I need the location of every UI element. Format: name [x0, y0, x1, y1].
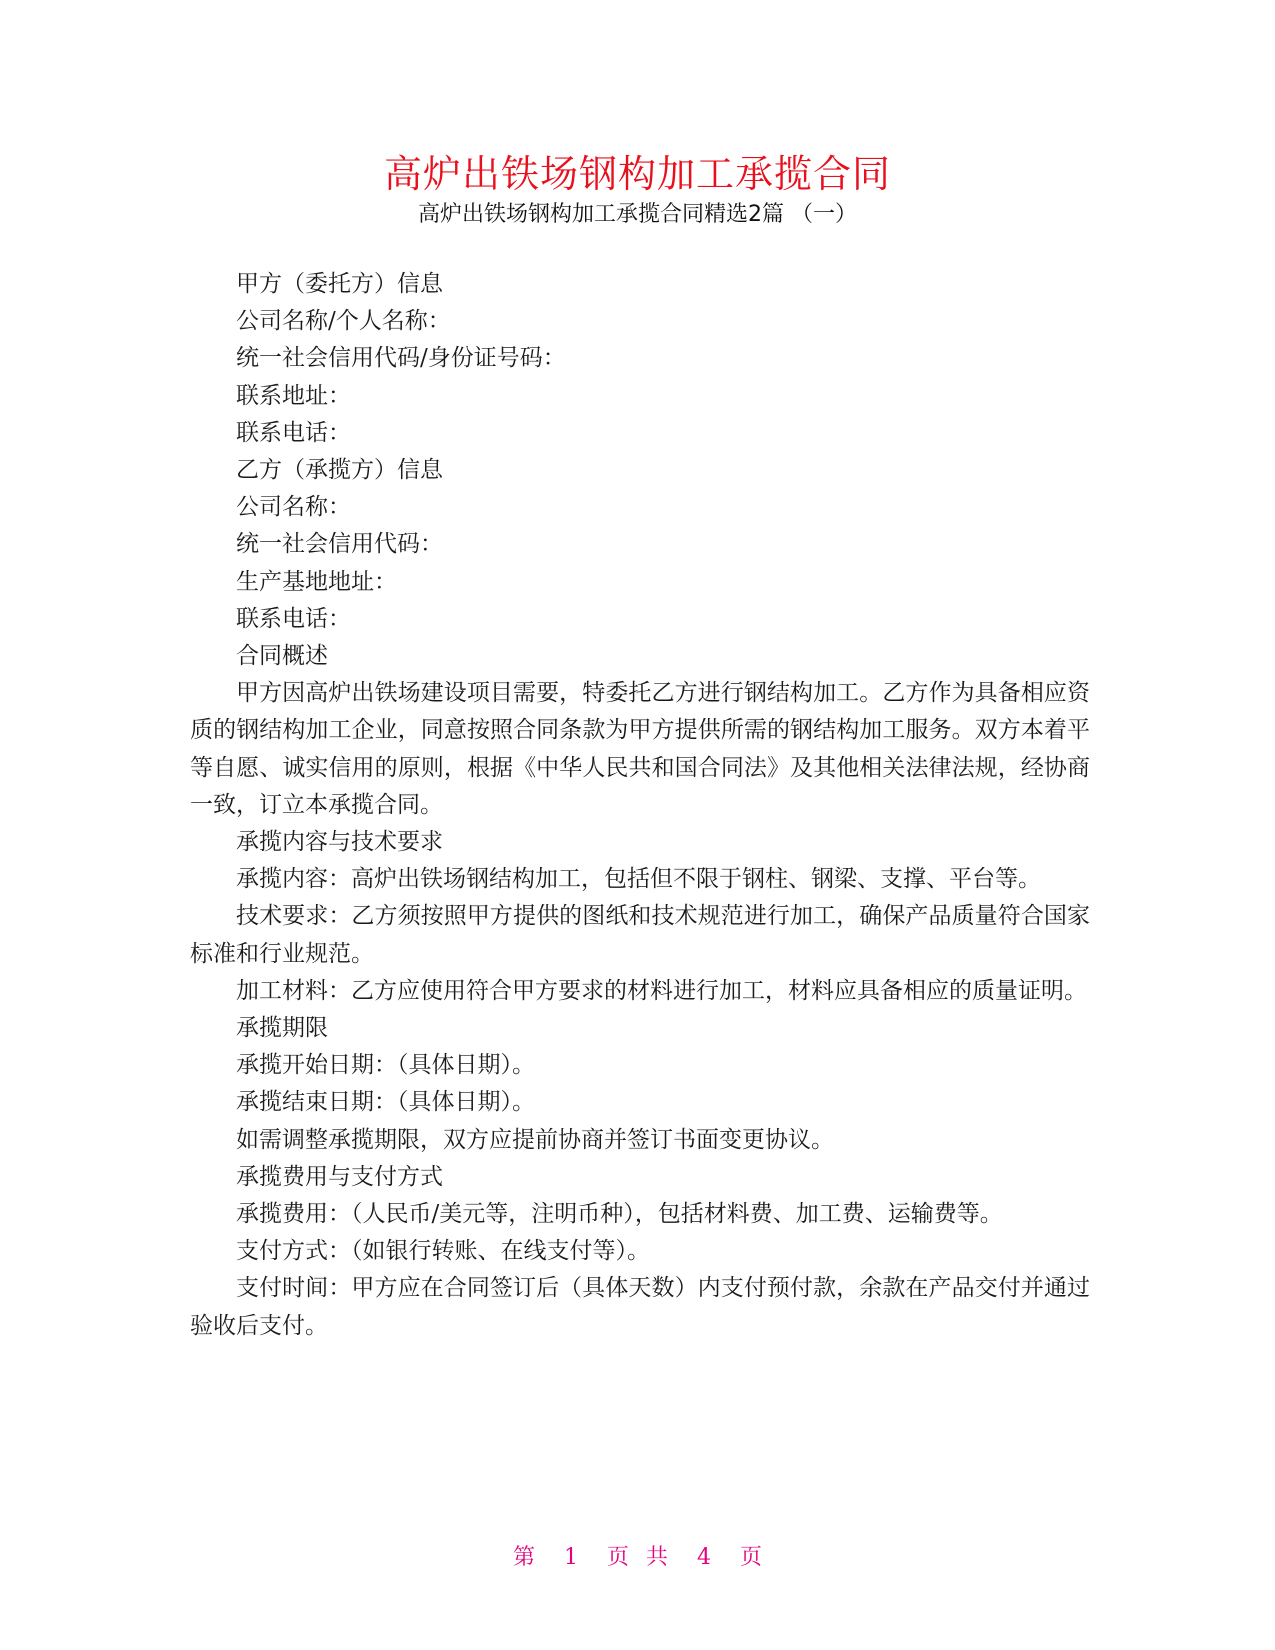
field-party-b-credit-code: 统一社会信用代码： [236, 531, 443, 558]
section-heading-party-b: 乙方（承揽方）信息 [236, 457, 443, 484]
page-label-suffix: 页 [740, 1545, 763, 1570]
section-heading-party-a: 甲方（委托方）信息 [236, 271, 443, 297]
field-party-a-name: 公司名称/个人名称： [236, 308, 451, 335]
section-heading-overview: 合同概述 [236, 643, 328, 670]
paragraph-fees: 承揽费用：（人民币/美元等，注明币种），包括材料费、加工费、运输费等。 [236, 1201, 1003, 1228]
field-start-date: 承揽开始日期：（具体日期）。 [236, 1052, 535, 1079]
document-title: 高炉出铁场钢构加工承揽合同 [383, 152, 891, 196]
document-subtitle: 高炉出铁场钢构加工承揽合同精选2篇 （一） [418, 202, 857, 227]
section-heading-content: 承揽内容与技术要求 [236, 829, 443, 856]
field-party-b-phone: 联系电话： [236, 605, 351, 632]
paragraph-content: 承揽内容：高炉出铁场钢结构加工，包括但不限于钢柱、钢梁、支撑、平台等。 [236, 866, 1041, 893]
field-party-a-address: 联系地址： [236, 382, 351, 409]
current-page-number: 1 [564, 1545, 578, 1570]
field-end-date: 承揽结束日期：（具体日期）。 [236, 1089, 535, 1116]
paragraph-payment-method: 支付方式：（如银行转账、在线支付等）。 [236, 1238, 650, 1265]
paragraph-materials: 加工材料：乙方应使用符合甲方要求的材料进行加工，材料应具备相应的质量证明。 [236, 977, 1087, 1004]
total-pages-number: 4 [697, 1545, 711, 1570]
field-party-b-base-address: 生产基地地址： [236, 568, 397, 595]
page-label-mid: 页 共 [607, 1545, 668, 1570]
paragraph-term-adjustment: 如需调整承揽期限，双方应提前协商并签订书面变更协议。 [236, 1126, 834, 1153]
field-party-b-name: 公司名称： [236, 494, 351, 521]
document-body [190, 266, 1090, 1345]
paragraph-technical-requirements: 技术要求：乙方须按照甲方提供的图纸和技术规范进行加工，确保产品质量符合国家标准和行业规范。 [190, 903, 1090, 967]
paragraph-payment-time: 支付时间：甲方应在合同签订后（具体天数）内支付预付款，余款在产品交付并通过验收后支付。 [190, 1275, 1090, 1339]
section-heading-fees: 承揽费用与支付方式 [236, 1163, 443, 1190]
paragraph-overview: 甲方因高炉出铁场建设项目需要，特委托乙方进行钢结构加工。乙方作为具备相应资质的钢结构加工企业，同意按照合同条款为甲方提供所需的钢结构加工服务。双方本着平等自愿、诚实信用的原则，根据《中华人民共和国合同法》及其他相关法律法规，经协商一致，订立本承揽合同。 [190, 680, 1090, 818]
page-footer [0, 1543, 1275, 1573]
page-label-prefix: 第 [512, 1545, 535, 1570]
field-party-a-credit-code: 统一社会信用代码/身份证号码： [236, 345, 566, 372]
field-party-a-phone: 联系电话： [236, 419, 351, 446]
section-heading-term: 承揽期限 [236, 1015, 328, 1042]
